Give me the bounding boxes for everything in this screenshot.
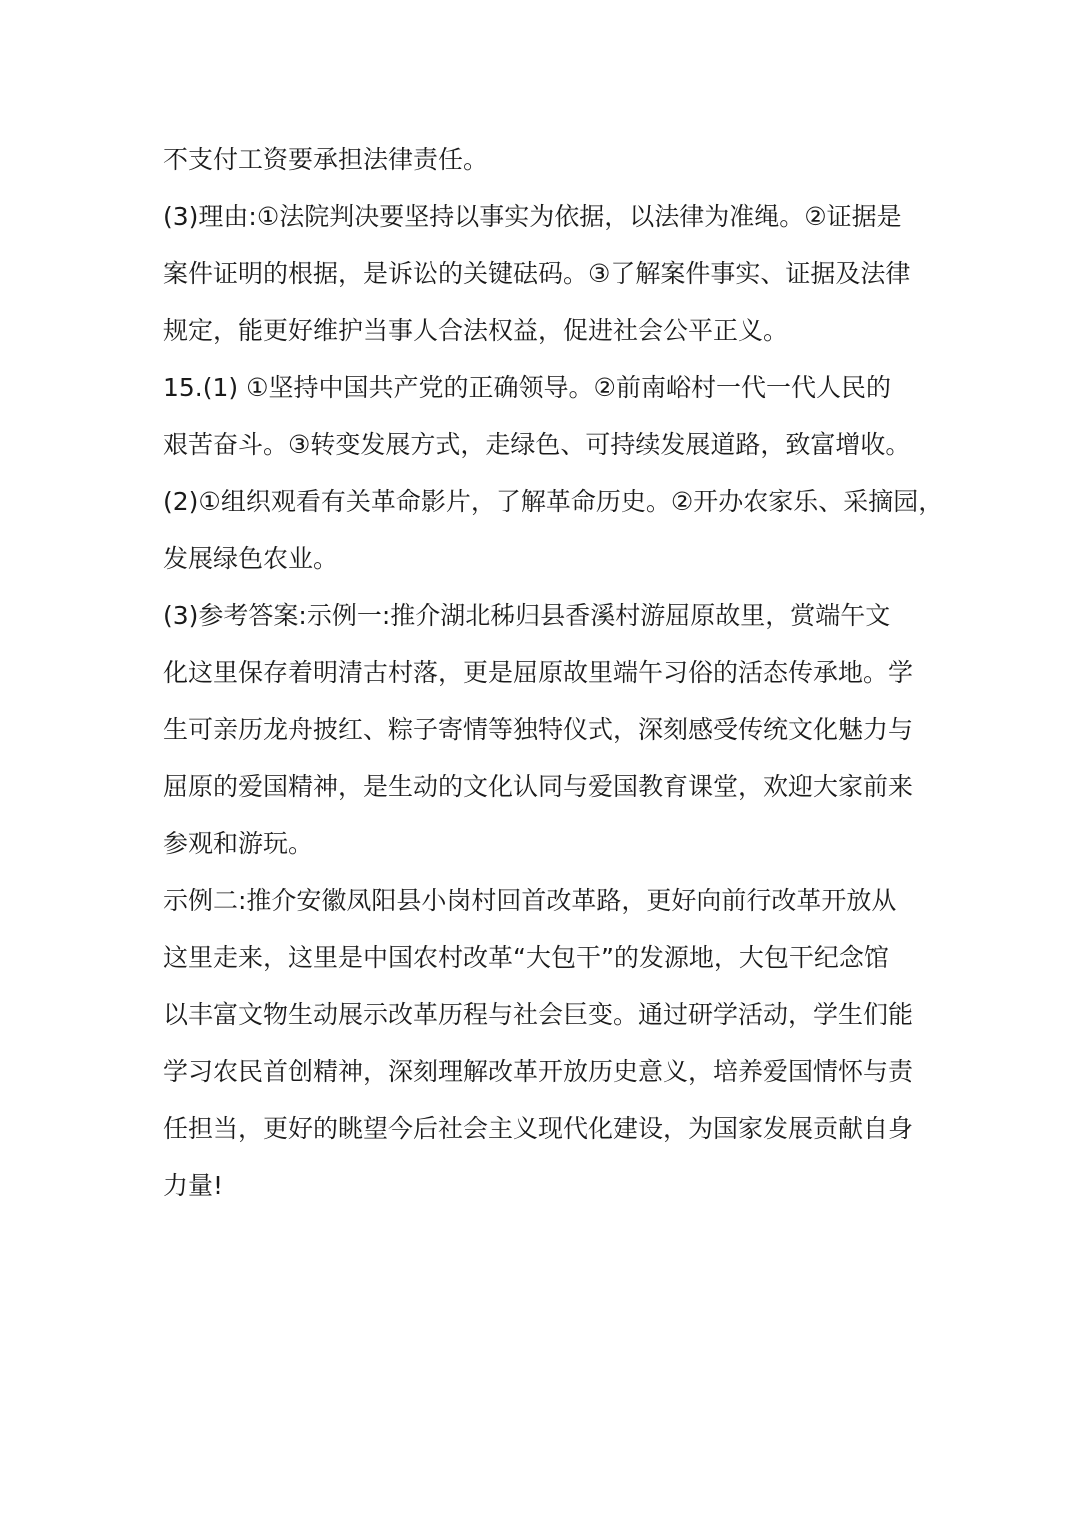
text-line: 示例二:推介安徽凤阳县小岗村回首改革路，更好向前行改革开放从	[163, 886, 897, 915]
text-line: (3)理由:①法院判决要坚持以事实为依据，以法律为准绳。②证据是	[163, 202, 902, 231]
text-line: 力量!	[163, 1171, 224, 1200]
text-line: (2)①组织观看有关革命影片，了解革命历史。②开办农家乐、采摘园，	[163, 487, 944, 516]
text-line: 15.(1) ①坚持中国共产党的正确领导。②前南峪村一代一代人民的	[163, 373, 891, 402]
text-line: 化这里保存着明清古村落，更是屈原故里端午习俗的活态传承地。学	[163, 658, 914, 687]
text-line: 学习农民首创精神，深刻理解改革开放历史意义，培养爱国情怀与责	[163, 1057, 914, 1086]
text-line: 以丰富文物生动展示改革历程与社会巨变。通过研学活动，学生们能	[163, 1000, 914, 1029]
text-line: 规定，能更好维护当事人合法权益，促进社会公平正义。	[163, 316, 789, 345]
text-line: (3)参考答案:示例一:推介湖北秭归县香溪村游屈原故里，赏端午文	[163, 601, 891, 630]
text-line: 参观和游玩。	[163, 829, 314, 858]
text-line: 发展绿色农业。	[163, 544, 339, 573]
text-line: 案件证明的根据，是诉讼的关键砝码。③了解案件事实、证据及法律	[163, 259, 911, 288]
text-line: 艰苦奋斗。③转变发展方式，走绿色、可持续发展道路，致富增收。	[163, 430, 911, 459]
text-line: 这里走来，这里是中国农村改革“大包干”的发源地，大包干纪念馆	[163, 943, 889, 972]
text-line: 任担当，更好的眺望今后社会主义现代化建设，为国家发展贡献自身	[163, 1114, 914, 1143]
text-line: 生可亲历龙舟披红、粽子寄情等独特仪式，深刻感受传统文化魅力与	[163, 715, 914, 744]
text-line: 屈原的爱国精神，是生动的文化认同与爱国教育课堂，欢迎大家前来	[163, 772, 914, 801]
text-line: 不支付工资要承担法律责任。	[163, 145, 489, 174]
